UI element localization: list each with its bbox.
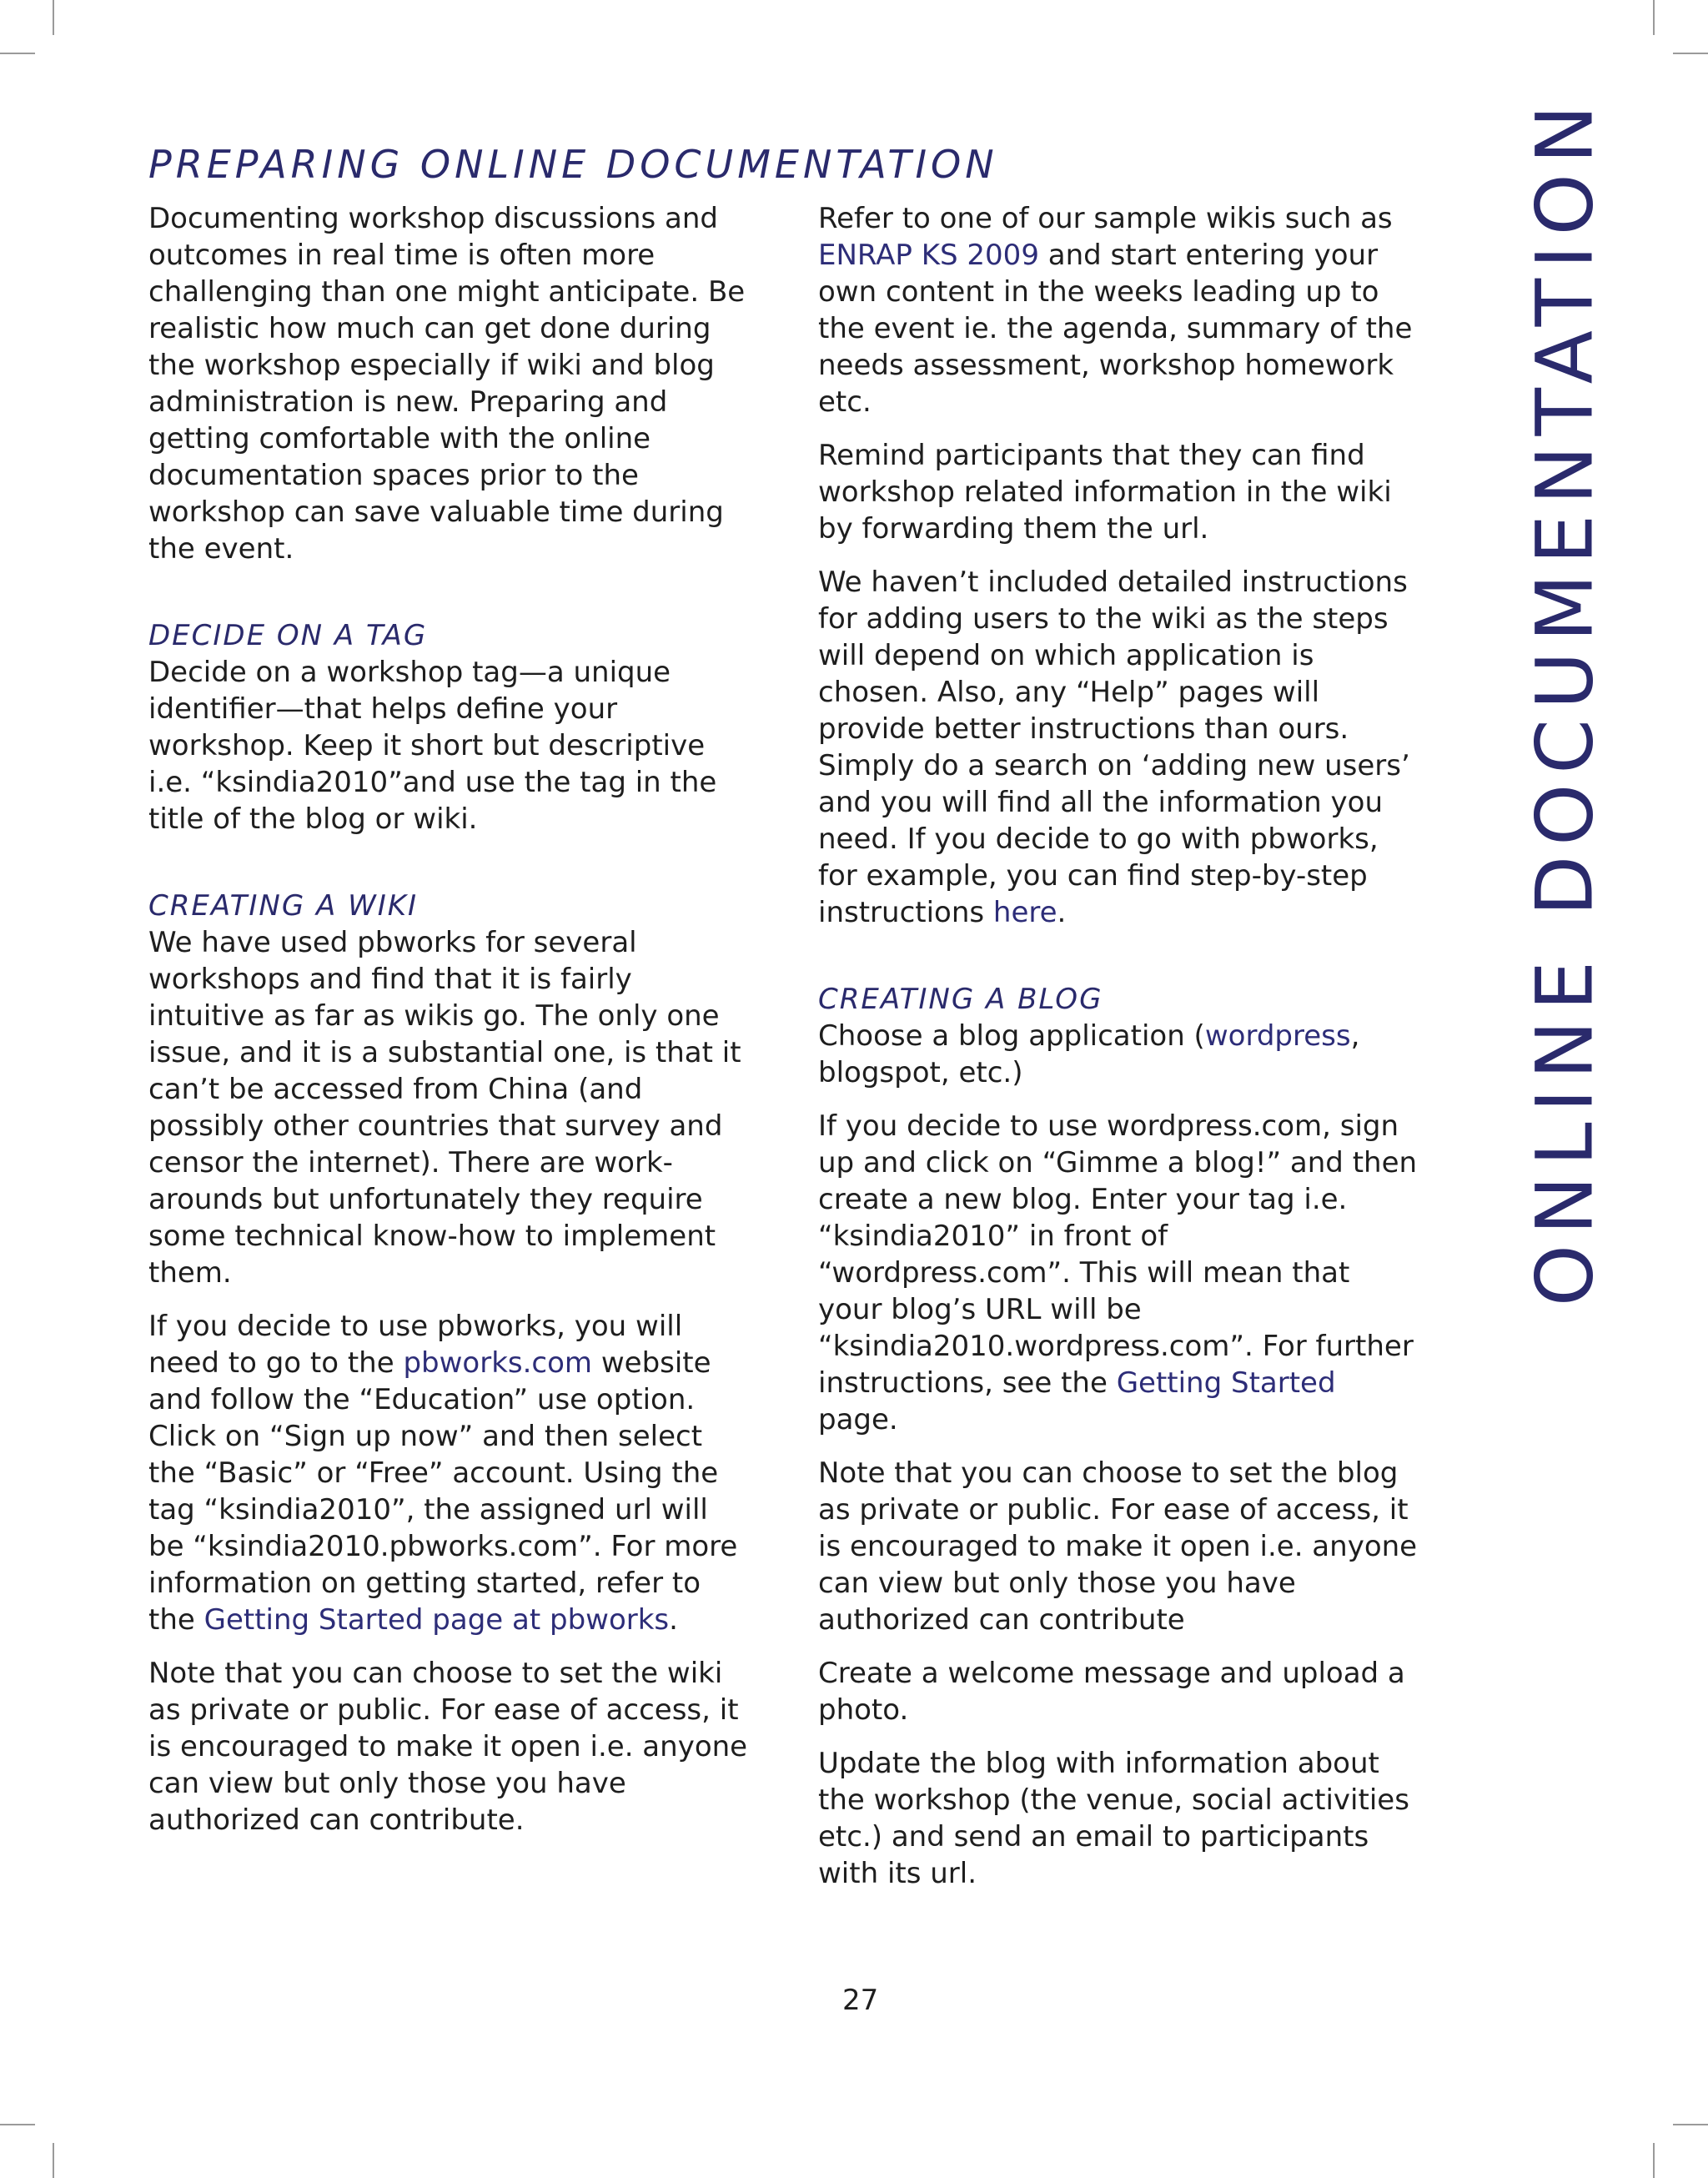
wordpress-text-end: page. [818, 1403, 898, 1436]
crop-mark [53, 0, 54, 35]
blog-app-text-end: , blogspot, etc.) [818, 1019, 1360, 1089]
users-text: We haven’t included detailed instructions for adding users to the wiki as the steps will depend on which application is chosen. Also, any “Help” pages will provide better instructions than ours. Simply do a search on ‘adding new users’ and you will find all the information you need. If you decide to go with pbworks, for example, you can find step-by-step instructions [818, 566, 1410, 929]
crop-mark [0, 53, 35, 54]
crop-mark [1653, 0, 1655, 35]
tag-paragraph: Decide on a workshop tag—a unique identifier—that helps define your workshop. Keep it short but descriptive i.e. “ksindia2010”and use the tag in the title of the blog or wiki. [148, 656, 717, 836]
crop-mark [53, 2143, 54, 2178]
tag-heading: DECIDE ON A TAG [148, 619, 428, 652]
pbworks-paragraph [148, 1308, 749, 1638]
wiki-privacy-paragraph: Note that you can choose to set the wiki as private or public. For ease of access, it is encouraged to make it open i.e. anyone can view but only those you have authorized can contribute. [148, 1657, 748, 1837]
getting-started-pbworks-link[interactable]: Getting Started page at pbworks [203, 1603, 670, 1637]
sample-wiki-paragraph [818, 200, 1419, 420]
intro-paragraph: Documenting workshop discussions and outcomes in real time is often more challenging than one might anticipate. Be realistic how much can get done during the workshop especially if wiki and blog administration is new. Preparing and getting comfortable with the online documentation spaces prior to the workshop can save valuable time during the event. [148, 202, 746, 566]
wordpress-paragraph [818, 1108, 1419, 1438]
here-link[interactable]: here [992, 896, 1057, 929]
welcome-paragraph: Create a welcome message and upload a photo. [818, 1657, 1405, 1727]
crop-mark [1673, 53, 1708, 54]
right-column [818, 200, 1419, 1909]
pbworks-text-middle: website and follow the “Education” use option. Click on “Sign up now” and then select the “Basic” or “Free” account. Using the tag “ksindia2010”, the assigned url will be “ksindia2010.pbworks.com”. For more information on getting started, refer to the [148, 1346, 738, 1637]
wiki-paragraph: We have used pbworks for several workshops and find that it is fairly intuitive as far as wikis go. The only one issue, and it is a substantial one, is that it can’t be accessed from China (and possibly other countries that survey and censor the internet). There are work-arounds but unfortunately they require some technical know-how to implement them. [148, 926, 741, 1290]
pbworks-text-end: . [669, 1603, 678, 1637]
blog-app-text: Choose a blog application ( [818, 1019, 1205, 1053]
page-title: PREPARING ONLINE DOCUMENTATION [148, 142, 998, 187]
side-title: ONLINE DOCUMENTATION [1520, 94, 1611, 1307]
wordpress-text: If you decide to use wordpress.com, sign up and click on “Gimme a blog!” and then create a new blog. Enter your tag i.e. “ksindia2010” in front of “wordpress.com”. This will mean that your blog’s URL will be “ksindia2010.wordpress.com”. For further instructions, see the [818, 1109, 1418, 1400]
enrap-link[interactable]: ENRAP KS 2009 [818, 239, 1039, 272]
remind-paragraph: Remind participants that they can find workshop related information in the wiki by forwarding them the url. [818, 439, 1392, 546]
users-text-end: . [1057, 896, 1067, 929]
pbworks-link[interactable]: pbworks.com [403, 1346, 593, 1380]
update-paragraph: Update the blog with information about the workshop (the venue, social activities etc.) and send an email to participants with its url. [818, 1747, 1409, 1890]
crop-mark [1653, 2143, 1655, 2178]
left-column [148, 200, 749, 1855]
blog-privacy-paragraph: Note that you can choose to set the blog as private or public. For ease of access, it is encouraged to make it open i.e. anyone can view but only those you have authorized can contribute [818, 1456, 1418, 1637]
sample-text: Refer to one of our sample wikis such as [818, 202, 1393, 235]
wordpress-link[interactable]: wordpress [1204, 1019, 1351, 1053]
pbworks-text: If you decide to use pbworks, you will need to go to the [148, 1310, 683, 1380]
getting-started-link[interactable]: Getting Started [1116, 1366, 1336, 1400]
wiki-heading: CREATING A WIKI [148, 889, 419, 923]
crop-mark [0, 2124, 35, 2125]
page-number: 27 [842, 1984, 879, 2017]
users-paragraph [818, 564, 1419, 931]
blog-app-paragraph [818, 1018, 1419, 1091]
sample-text-end: and start entering your own content in the weeks leading up to the event ie. the agenda, summary of the needs assessment, workshop homework etc. [818, 239, 1413, 419]
blog-heading: CREATING A BLOG [818, 983, 1103, 1016]
crop-mark [1673, 2124, 1708, 2125]
